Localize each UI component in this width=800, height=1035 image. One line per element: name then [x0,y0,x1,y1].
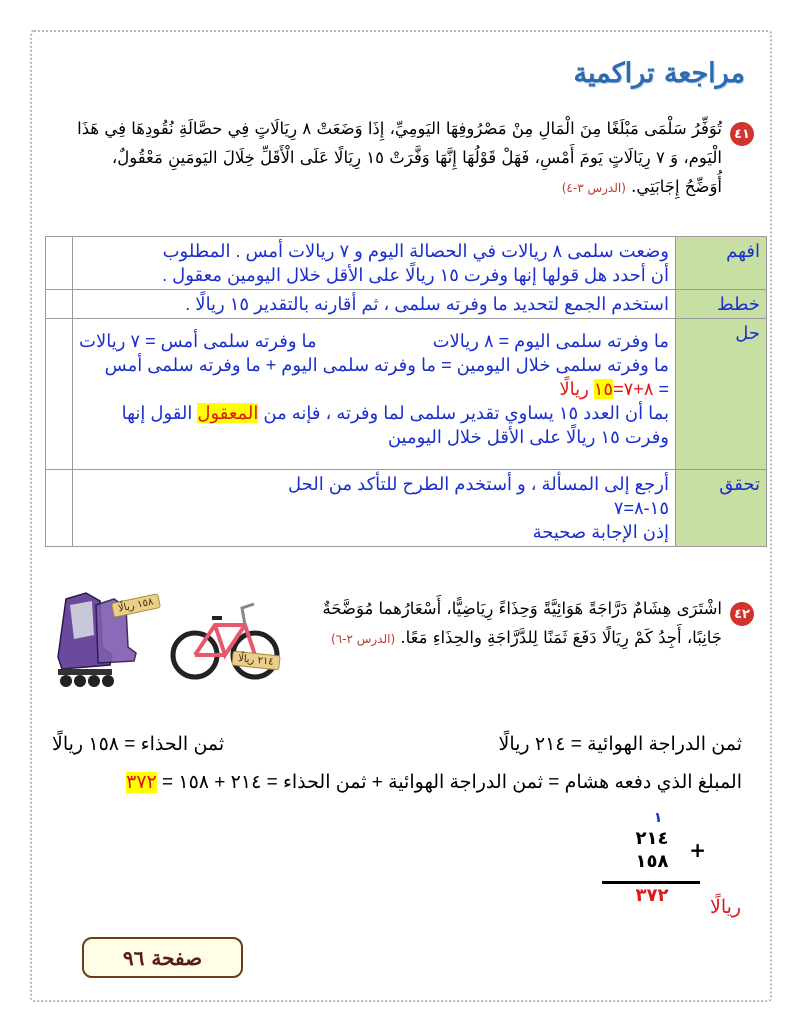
yesterday-amount: ما وفرته سلمى أمس = ٧ ريالات [79,331,317,351]
check-line-2: ١٥-٨=٧ [613,498,669,518]
skates-price-tag: ١٥٨ ريالًا [111,593,161,618]
question-42-line-1: اشْتَرَى هِشَامٌ دَرَّاجَةً هَوَائِيَّةً وَحِذَاءً رِيَاضِيًّا، أَسْعَارُهما مُوَضَّحَةٌ [322,599,722,618]
eq-prefix: = [653,379,669,399]
reason-line-2: وفرت ١٥ ريالًا على الأقل خلال اليومين [387,427,669,447]
check-line-3: إذن الإجابة صحيحة [532,522,669,542]
solution-table [45,236,767,547]
understand-line-1: وضعت سلمى ٨ ريالات في الحصالة اليوم و ٧ ريالات أمس . المطلوب [162,241,669,261]
question-41-line-2: الْيَوم، وَ ٧ رِيَالَاتٍ يَومَ أَمْسِ، فَهَلْ قَوْلُهَا إِنَّهَا وَفَّرَتْ ١٥ رِيَالًا عَلَى الْأَقَلِّ خِلَالَ اليَومَينِ مَعْقُولٌ، [111,148,722,167]
page-number-badge: صفحة ٩٦ [82,937,243,978]
reason-part-a: بما أن العدد ١٥ يساوي تقدير سلمى لما وفرته ، فإنه من [258,403,669,423]
question-41-line-3: أُوَضِّحُ إِجَابَتِي. (الدرس ٣-٤) [561,177,722,196]
margin-cell [46,319,73,470]
bike-price: ثمن الدراجة الهوائية = ٢١٤ ريالًا [498,734,742,755]
sum-result: ٣٧٢ [126,772,157,793]
plan-text [73,290,676,319]
sum-divider [602,881,700,884]
plus-sign: + [689,838,706,862]
margin-cell [46,290,73,319]
sum-line [22,771,742,794]
equation-line [79,377,669,401]
question-42-text [282,594,722,654]
sum-expression: المبلغ الذي دفعه هشام = ثمن الدراجة الهوائية + ثمن الحذاء = ٢١٤ + ١٥٨ = [156,772,742,793]
question-41-line-1: تُوَفِّرُ سَلْمَى مَبْلَغًا مِنَ الْمَالِ مِنْ مَصْرُوفِهَا اليَومِيِّ، إِذَا وَضَعَتْ ٨ رِيَالَاتٍ فِي حصَّالَةِ نُقُودِهَا فِي هَذَا [77,119,722,138]
understand-line-2: أن أحدد هل قولها إنها وفرت ١٥ ريالًا على الأقل خلال اليومين معقول . [162,265,669,285]
label-plan: خطط [676,290,767,319]
addend-2: ١٥٨ [635,851,669,872]
addend-1: ٢١٤ [635,828,669,849]
eq-result: ١٥ [593,379,614,399]
understand-text [73,237,676,290]
bicycle-icon [170,590,280,690]
solve-line-1 [79,329,669,353]
label-solve: حل [676,319,767,470]
prices-line [52,733,742,756]
reason-part-b: القول إنها [121,403,198,423]
solve-text [73,319,676,470]
today-amount: ما وفرته سلمى اليوم = ٨ ريالات [432,331,669,351]
lesson-reference-42: (الدرس ٢-٦) [330,632,396,646]
row-plan [46,290,767,319]
reason-highlight: المعقول [197,403,259,423]
shoe-price: ثمن الحذاء = ١٥٨ ريالًا [52,734,225,755]
reason-line-1 [79,401,669,425]
label-understand: افهم [676,237,767,290]
row-understand [46,237,767,290]
sum-total: ٣٧٢ [635,885,669,906]
check-line-1: أرجع إلى المسألة ، و أستخدم الطرح للتأكد من الحل [288,474,669,494]
question-number-41: ٤١ [730,122,754,146]
question-number-42: ٤٢ [730,602,754,626]
total-line: ما وفرته سلمى خلال اليومين = ما وفرته سلمى اليوم + ما وفرته سلمى أمس [104,355,669,375]
section-title: مراجعة تراكمية [573,58,745,89]
carry-digit: ١ [653,810,663,826]
bicycle-image [170,590,280,690]
sum-unit: ريالًا [710,897,742,918]
margin-cell [46,237,73,290]
row-solve [46,319,767,470]
question-42-line-2: جَانِبًا، أَجِدُ كَمْ رِيَالًا دَفَعَ ثَمَنًا لِلدَّرَّاجَةِ والحِذَاءِ مَعًا. (الدرس ٢-٦) [330,628,722,647]
lesson-reference: (الدرس ٣-٤) [561,181,626,195]
bicycle-price-tag: ٢١٤ ريالًا [231,651,280,671]
label-check: تحقق [676,470,767,547]
plan-line-1: استخدم الجمع لتحديد ما وفرته سلمى ، ثم أقارنه بالتقدير ١٥ ريالًا . [185,294,669,314]
margin-cell [46,470,73,547]
eq-unit: ريالًا [559,379,594,399]
question-41-text [37,114,722,203]
check-text [73,470,676,547]
eq-expression: ٨+٧= [613,379,654,399]
row-check [46,470,767,547]
